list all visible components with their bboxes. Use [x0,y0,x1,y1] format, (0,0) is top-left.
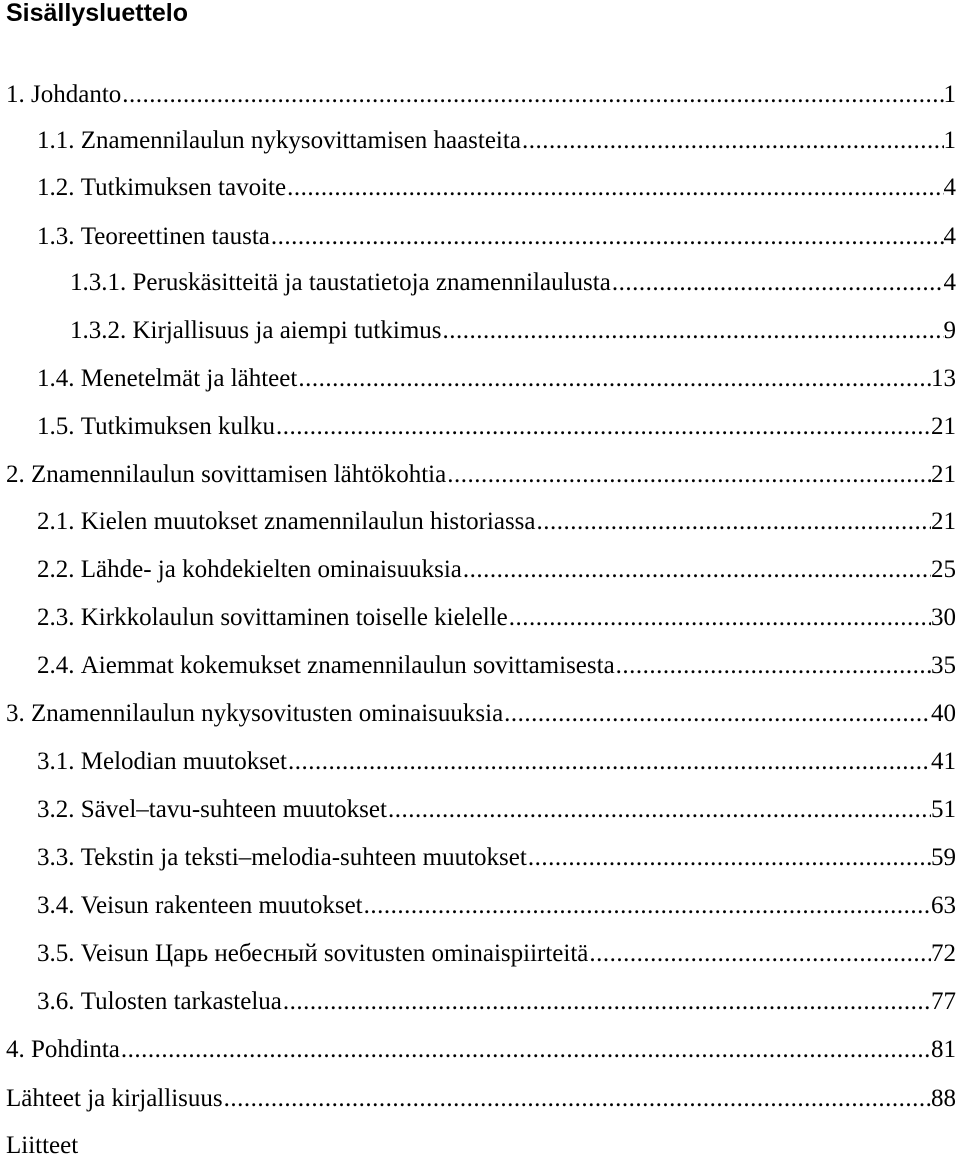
toc-entry-title: Aiemmat kokemukset znamennilaulun sovittamisesta [80,652,615,679]
dot-leader [446,460,931,490]
toc-entry-number: 3.4. [37,892,75,919]
toc-entry[interactable] [6,1035,956,1065]
toc-entry[interactable] [37,412,956,442]
toc-entry-page: 88 [931,1085,956,1112]
toc-entry-page: 41 [931,748,956,775]
toc-entry-page: 21 [931,461,956,488]
dot-leader [121,80,943,110]
toc-entry-title: Lähteet ja kirjallisuus [6,1085,223,1112]
dot-leader [508,603,931,633]
dot-leader [120,1035,931,1065]
toc-entry-number: 4. [6,1036,25,1063]
toc-entry-page: 21 [931,413,956,440]
toc-entry[interactable] [6,1084,956,1114]
toc-entry-page: 63 [931,892,956,919]
toc-entry-title: Tutkimuksen kulku [80,413,276,440]
toc-entry-title: Sävel–tavu-suhteen muutokset [80,796,387,823]
toc-entry-number: 2.1. [37,508,75,535]
dot-leader [363,891,931,921]
toc-entry[interactable] [70,268,956,298]
toc-entry-title: Liitteet [6,1132,79,1159]
toc-entry-page: 72 [931,940,956,967]
toc-entry-title: Lähde- ja kohdekielten ominaisuuksia [80,556,462,583]
toc-entry-title: Znamennilaulun nykysovitusten ominaisuuksia [31,700,504,727]
toc-entry-page: 4 [943,174,956,201]
toc-entry-title: Kielen muutokset znamennilaulun historiassa [80,508,536,535]
toc-entry[interactable] [37,222,956,252]
toc-entry-number: 3.3. [37,844,75,871]
toc-entry-title: Teoreettinen tausta [80,223,270,250]
toc-entry-title: Pohdinta [31,1036,120,1063]
toc-entry[interactable] [37,173,956,203]
toc-entry-number: 2. [6,461,25,488]
toc-entry-number: 3.6. [37,988,75,1015]
toc-entry-page: 51 [931,796,956,823]
dot-leader [270,222,944,252]
toc-entry-page: 4 [943,223,956,250]
toc-entry-number: 2.4. [37,652,75,679]
toc-entry-page: 35 [931,652,956,679]
toc-entry-title: Melodian muutokset [80,748,287,775]
toc-entry[interactable] [6,460,956,490]
dot-leader [442,316,944,346]
dot-leader [527,843,931,873]
toc-entry-title: Znamennilaulun sovittamisen lähtökohtia [31,461,447,488]
dot-leader [282,987,931,1017]
toc-entry-page: 21 [931,508,956,535]
toc-entry-number: 1.3.2. [70,317,127,344]
toc-entry-title: Tutkimuksen tavoite [80,174,287,201]
dot-leader [297,364,931,394]
dot-leader [521,126,944,156]
toc-entry-page: 25 [931,556,956,583]
toc-entry-number: 2.2. [37,556,75,583]
toc-entry[interactable] [37,843,956,873]
toc-entry-number: 3.1. [37,748,75,775]
toc-entry[interactable] [37,939,956,969]
toc-entry-page: 4 [943,269,956,296]
toc-entry[interactable] [37,364,956,394]
toc-entry-number: 3.2. [37,796,75,823]
toc-entry-title: Veisun Царь небесный sovitusten ominaispiirteitä [80,940,589,967]
toc-entry-page: 30 [931,604,956,631]
toc-entry-number: 1.5. [37,413,75,440]
toc-entry[interactable] [37,507,956,537]
toc-entry[interactable] [37,747,956,777]
toc-entry[interactable] [70,316,956,346]
toc-entry-page: 13 [931,365,956,392]
toc-entry[interactable] [6,80,956,110]
toc-entry-page: 1 [943,81,956,108]
toc-entry-page: 77 [931,988,956,1015]
toc-entry-number: 1.3.1. [70,269,127,296]
toc-entry-title: Tulosten tarkastelua [80,988,282,1015]
dot-leader [611,268,944,298]
dot-leader [503,699,931,729]
dot-leader [287,747,931,777]
page-title: Sisällysluettelo [6,0,189,27]
toc-entry[interactable] [6,1131,306,1161]
toc-entry-title: Menetelmät ja lähteet [80,365,298,392]
toc-entry[interactable] [37,987,956,1017]
dot-leader [286,173,943,203]
toc-entry[interactable] [37,555,956,585]
toc-entry-number: 1.4. [37,365,75,392]
toc-entry-number: 1.1. [37,127,75,154]
toc-entry[interactable] [37,795,956,825]
toc-entry[interactable] [37,891,956,921]
toc-entry-title: Kirkkolaulun sovittaminen toiselle kielelle [80,604,508,631]
toc-entry[interactable] [37,603,956,633]
toc-entry-title: Peruskäsitteitä ja taustatietoja znamennilaulusta [132,269,611,296]
dot-leader [536,507,931,537]
dot-leader [462,555,931,585]
dot-leader [223,1084,931,1114]
toc-entry[interactable] [37,126,956,156]
toc-entry-title: Veisun rakenteen muutokset [80,892,363,919]
toc-entry-number: 3. [6,700,25,727]
toc-entry-page: 81 [931,1036,956,1063]
dot-leader [387,795,931,825]
toc-entry-page: 1 [943,127,956,154]
dot-leader [615,651,931,681]
toc-entry-number: 3.5. [37,940,75,967]
toc-entry[interactable] [37,651,956,681]
dot-leader [588,939,931,969]
dot-leader [275,412,931,442]
toc-entry-number: 1. [6,81,25,108]
toc-entry-page: 40 [931,700,956,727]
toc-entry-number: 2.3. [37,604,75,631]
toc-entry-title: Johdanto [31,81,122,108]
toc-entry-number: 1.3. [37,223,75,250]
toc-entry-page: 59 [931,844,956,871]
toc-entry-page: 9 [943,317,956,344]
toc-entry-title: Znamennilaulun nykysovittamisen haasteita [80,127,521,154]
toc-entry-title: Kirjallisuus ja aiempi tutkimus [132,317,442,344]
toc-entry[interactable] [6,699,956,729]
toc-entry-number: 1.2. [37,174,75,201]
toc-entry-title: Tekstin ja teksti–melodia-suhteen muutokset [80,844,527,871]
